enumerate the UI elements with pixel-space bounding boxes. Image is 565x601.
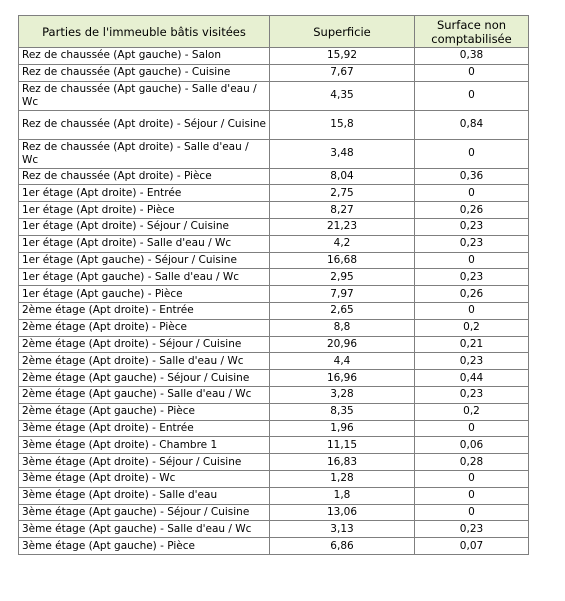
cell-superficie: 2,75 (270, 185, 415, 202)
cell-surface-non-comptabilisee: 0,21 (415, 336, 529, 353)
cell-surface-non-comptabilisee: 0 (415, 64, 529, 81)
cell-surface-non-comptabilisee: 0,06 (415, 437, 529, 454)
cell-partie: 2ème étage (Apt droite) - Salle d'eau / Wc (19, 353, 270, 370)
cell-surface-non-comptabilisee: 0,2 (415, 319, 529, 336)
header-parties: Parties de l'immeuble bâtis visitées (19, 16, 270, 48)
cell-superficie: 8,8 (270, 319, 415, 336)
cell-superficie: 11,15 (270, 437, 415, 454)
cell-surface-non-comptabilisee: 0 (415, 81, 529, 110)
cell-surface-non-comptabilisee: 0,28 (415, 454, 529, 471)
cell-superficie: 3,28 (270, 386, 415, 403)
cell-surface-non-comptabilisee: 0,26 (415, 286, 529, 303)
table-row (19, 420, 529, 437)
cell-partie: 2ème étage (Apt gauche) - Salle d'eau / Wc (19, 386, 270, 403)
cell-surface-non-comptabilisee: 0,23 (415, 235, 529, 252)
cell-superficie: 4,4 (270, 353, 415, 370)
cell-superficie: 13,06 (270, 504, 415, 521)
table-body (19, 48, 529, 555)
cell-superficie: 1,28 (270, 470, 415, 487)
table-row (19, 64, 529, 81)
cell-superficie: 1,96 (270, 420, 415, 437)
cell-superficie: 6,86 (270, 538, 415, 555)
cell-superficie: 16,96 (270, 370, 415, 387)
cell-partie: 3ème étage (Apt droite) - Salle d'eau (19, 487, 270, 504)
surface-table-container (18, 15, 528, 555)
table-row (19, 235, 529, 252)
cell-superficie: 16,83 (270, 454, 415, 471)
header-surface-non-comptabilisee: Surface non comptabilisée (415, 16, 529, 48)
cell-partie: 2ème étage (Apt droite) - Pièce (19, 319, 270, 336)
cell-superficie: 1,8 (270, 487, 415, 504)
cell-partie: 2ème étage (Apt droite) - Entrée (19, 302, 270, 319)
cell-partie: 1er étage (Apt droite) - Salle d'eau / Wc (19, 235, 270, 252)
cell-surface-non-comptabilisee: 0 (415, 252, 529, 269)
table-row (19, 81, 529, 110)
table-row (19, 386, 529, 403)
cell-surface-non-comptabilisee: 0 (415, 504, 529, 521)
cell-superficie: 3,48 (270, 139, 415, 168)
cell-partie: Rez de chaussée (Apt gauche) - Cuisine (19, 64, 270, 81)
cell-superficie: 7,97 (270, 286, 415, 303)
table-row (19, 336, 529, 353)
cell-superficie: 8,27 (270, 202, 415, 219)
cell-partie: Rez de chaussée (Apt gauche) - Salon (19, 48, 270, 65)
table-row (19, 353, 529, 370)
cell-surface-non-comptabilisee: 0,84 (415, 110, 529, 139)
table-row (19, 504, 529, 521)
table-row (19, 319, 529, 336)
cell-partie: 1er étage (Apt gauche) - Salle d'eau / Wc (19, 269, 270, 286)
table-row (19, 110, 529, 139)
cell-surface-non-comptabilisee: 0,44 (415, 370, 529, 387)
surface-table (18, 15, 529, 555)
cell-partie: 1er étage (Apt gauche) - Séjour / Cuisine (19, 252, 270, 269)
table-row (19, 370, 529, 387)
cell-surface-non-comptabilisee: 0 (415, 302, 529, 319)
table-row (19, 218, 529, 235)
cell-superficie: 15,92 (270, 48, 415, 65)
table-row (19, 437, 529, 454)
cell-superficie: 4,2 (270, 235, 415, 252)
cell-superficie: 4,35 (270, 81, 415, 110)
cell-surface-non-comptabilisee: 0,36 (415, 168, 529, 185)
table-row (19, 48, 529, 65)
table-row (19, 454, 529, 471)
cell-partie: 3ème étage (Apt gauche) - Pièce (19, 538, 270, 555)
cell-partie: Rez de chaussée (Apt droite) - Séjour / Cuisine (19, 110, 270, 139)
cell-superficie: 8,04 (270, 168, 415, 185)
cell-superficie: 21,23 (270, 218, 415, 235)
table-row (19, 252, 529, 269)
cell-partie: 2ème étage (Apt gauche) - Pièce (19, 403, 270, 420)
cell-superficie: 2,65 (270, 302, 415, 319)
cell-superficie: 15,8 (270, 110, 415, 139)
cell-surface-non-comptabilisee: 0,26 (415, 202, 529, 219)
cell-superficie: 20,96 (270, 336, 415, 353)
cell-partie: 1er étage (Apt droite) - Séjour / Cuisine (19, 218, 270, 235)
table-row (19, 521, 529, 538)
cell-surface-non-comptabilisee: 0 (415, 470, 529, 487)
table-row (19, 487, 529, 504)
cell-superficie: 8,35 (270, 403, 415, 420)
cell-surface-non-comptabilisee: 0 (415, 420, 529, 437)
header-superficie: Superficie (270, 16, 415, 48)
cell-surface-non-comptabilisee: 0,23 (415, 521, 529, 538)
cell-partie: 1er étage (Apt gauche) - Pièce (19, 286, 270, 303)
cell-partie: Rez de chaussée (Apt droite) - Salle d'eau / Wc (19, 139, 270, 168)
table-header-row (19, 16, 529, 48)
cell-partie: 2ème étage (Apt gauche) - Séjour / Cuisine (19, 370, 270, 387)
cell-surface-non-comptabilisee: 0 (415, 139, 529, 168)
cell-partie: Rez de chaussée (Apt droite) - Pièce (19, 168, 270, 185)
table-row (19, 286, 529, 303)
table-row (19, 538, 529, 555)
cell-surface-non-comptabilisee: 0,07 (415, 538, 529, 555)
cell-superficie: 3,13 (270, 521, 415, 538)
table-row (19, 269, 529, 286)
table-row (19, 139, 529, 168)
cell-superficie: 16,68 (270, 252, 415, 269)
cell-surface-non-comptabilisee: 0,38 (415, 48, 529, 65)
table-row (19, 470, 529, 487)
cell-partie: 3ème étage (Apt droite) - Entrée (19, 420, 270, 437)
cell-superficie: 2,95 (270, 269, 415, 286)
table-row (19, 185, 529, 202)
table-row (19, 168, 529, 185)
table-row (19, 302, 529, 319)
cell-surface-non-comptabilisee: 0,23 (415, 386, 529, 403)
cell-partie: 3ème étage (Apt gauche) - Salle d'eau / Wc (19, 521, 270, 538)
cell-partie: 1er étage (Apt droite) - Pièce (19, 202, 270, 219)
cell-surface-non-comptabilisee: 0,2 (415, 403, 529, 420)
cell-partie: 3ème étage (Apt gauche) - Séjour / Cuisine (19, 504, 270, 521)
cell-partie: 1er étage (Apt droite) - Entrée (19, 185, 270, 202)
cell-surface-non-comptabilisee: 0,23 (415, 353, 529, 370)
cell-partie: 3ème étage (Apt droite) - Wc (19, 470, 270, 487)
cell-partie: 2ème étage (Apt droite) - Séjour / Cuisine (19, 336, 270, 353)
cell-surface-non-comptabilisee: 0 (415, 185, 529, 202)
cell-partie: 3ème étage (Apt droite) - Séjour / Cuisine (19, 454, 270, 471)
cell-surface-non-comptabilisee: 0,23 (415, 218, 529, 235)
table-row (19, 202, 529, 219)
cell-superficie: 7,67 (270, 64, 415, 81)
cell-partie: 3ème étage (Apt droite) - Chambre 1 (19, 437, 270, 454)
cell-surface-non-comptabilisee: 0,23 (415, 269, 529, 286)
cell-surface-non-comptabilisee: 0 (415, 487, 529, 504)
table-row (19, 403, 529, 420)
cell-partie: Rez de chaussée (Apt gauche) - Salle d'eau / Wc (19, 81, 270, 110)
